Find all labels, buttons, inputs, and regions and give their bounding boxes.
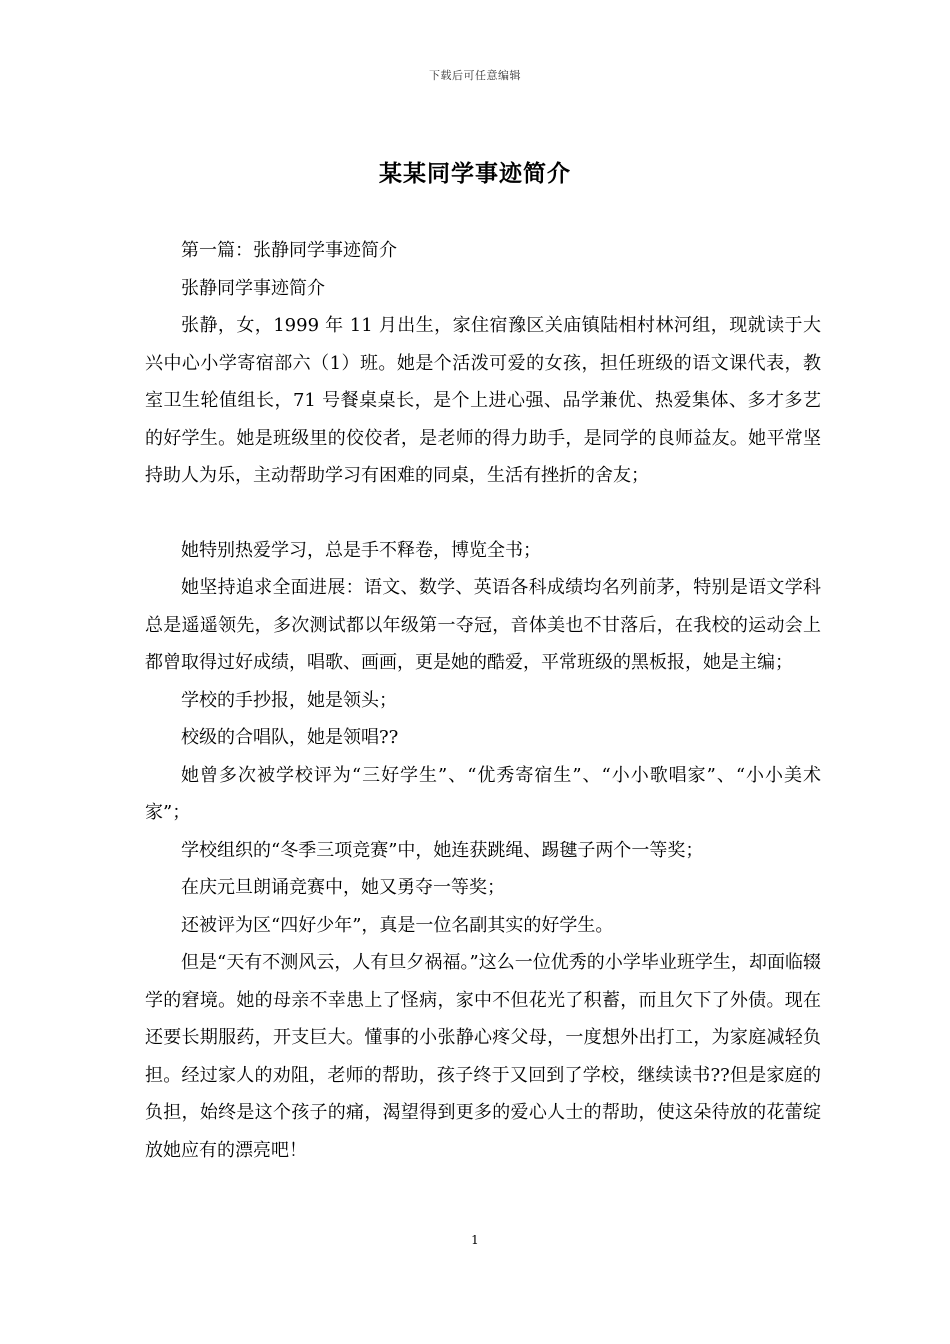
document-title: 某某同学事迹简介 (379, 160, 571, 187)
body-paragraph: 还被评为区“四好少年”，真是一位名副其实的好学生。 (181, 914, 614, 936)
body-paragraph: 她坚持追求全面进展：语文、数学、英语各科成绩均名列前茅，特别是语文学科总是遥遥领先，多次测试都以年级第一夺冠，音体美也不甘落后，在我校的运动会上都曾取得过好成绩，唱歌、画画，更是她的酷爱，平常班级的黑板报，她是主编； (145, 577, 821, 673)
body-paragraph: 学校组织的“冬季三项竞赛”中，她连获跳绳、踢毽子两个一等奖； (181, 839, 704, 861)
section-heading: 第一篇：张静同学事迹简介 (181, 240, 397, 261)
paragraph-gap (145, 495, 821, 532)
body-paragraph: 学校的手抄报，她是领头； (181, 689, 397, 711)
body-paragraph: 在庆元旦朗诵竞赛中，她又勇夺一等奖； (181, 877, 505, 898)
body-paragraph: 校级的合唱队，她是领唱?? (181, 727, 399, 748)
body-paragraph: 张静，女，1999 年 11 月出生，家住宿豫区关庙镇陆相村林河组，现就读于大兴中心小学寄宿部六（1）班。她是个活泼可爱的女孩，担任班级的语文课代表，教室卫生轮值组长，71 号餐桌桌长，是个上进心强、品学兼优、热爱集体、多才多艺的好学生。她是班级里的佼佼者，是老师的得力助手，是同学的良师益友。她平常坚持助人为乐，主动帮助学习有困难的同桌，生活有挫折的舍友； (145, 315, 821, 486)
header-note: 下载后可任意编辑 (429, 69, 521, 82)
body-paragraph: 她特别热爱学习，总是手不释卷，博览全书； (181, 539, 541, 561)
subtitle-paragraph: 张静同学事迹简介 (181, 277, 325, 299)
document-body (145, 232, 821, 1169)
body-paragraph: 她曾多次被学校评为“三好学生”、“优秀寄宿生”、“小小歌唱家”、“小小美术家”； (145, 764, 821, 823)
body-paragraph: 但是“天有不测风云，人有旦夕祸福。”这么一位优秀的小学毕业班学生，却面临辍学的窘境。她的母亲不幸患上了怪病，家中不但花光了积蓄，而且欠下了外债。现在还要长期服药，开支巨大。懂事的小张静心疼父母，一度想外出打工，为家庭减轻负担。经过家人的劝阻，老师的帮助，孩子终于又回到了学校，继续读书??但是家庭的负担，始终是这个孩子的痛，渴望得到更多的爱心人士的帮助，使这朵待放的花蕾绽放她应有的漂亮吧！ (145, 952, 821, 1161)
page-number: 1 (471, 1233, 479, 1247)
